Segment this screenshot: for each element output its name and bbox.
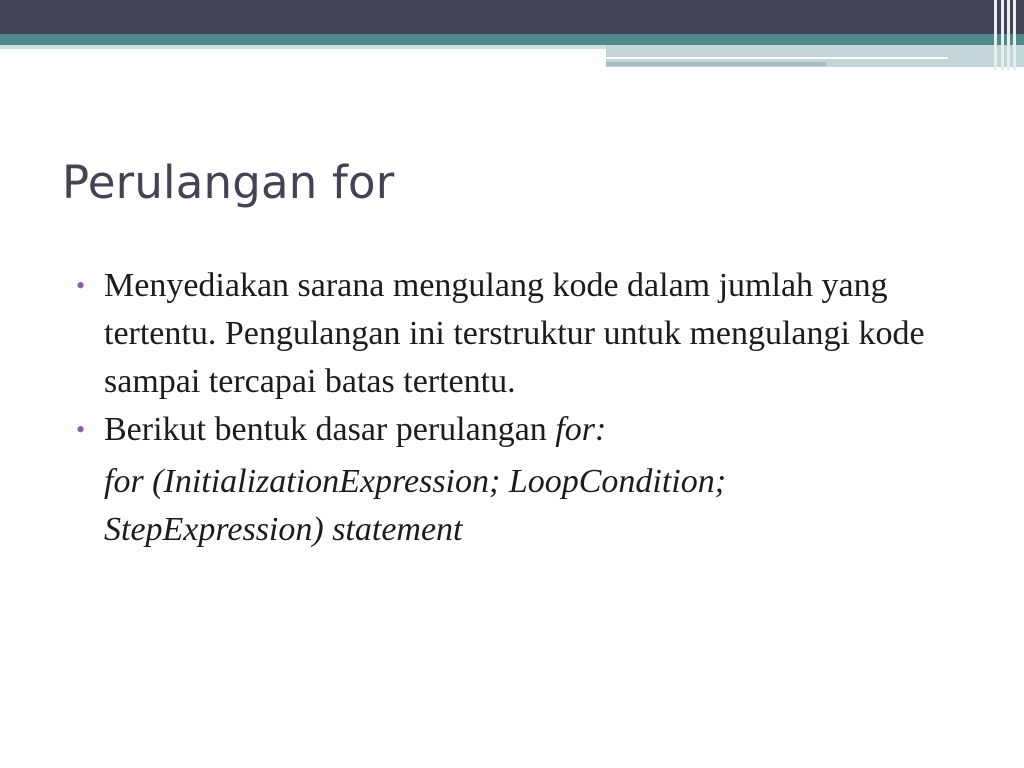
header-stripes-decoration: [990, 0, 1024, 70]
bullet-icon: •: [76, 415, 86, 444]
bullet-item-syntax-intro: [76, 406, 956, 454]
bullet-text: Menyediakan sarana mengulang kode dalam jumlah yang tertentu. Pengulangan ini terstruktur untuk mengulangi kode sampai tercapai batas tertentu.: [104, 267, 925, 400]
header-white-line: [606, 57, 948, 59]
header-band-thin-right: [606, 62, 826, 66]
slide-content: [76, 262, 956, 554]
header-band-dark: [0, 0, 1024, 34]
bullet-text: Berikut bentuk dasar perulangan: [104, 411, 556, 448]
bullet-item-description: [76, 262, 956, 406]
header-band-teal: [0, 34, 1024, 45]
slide-title: Perulangan for: [62, 156, 395, 209]
bullet-list: [76, 262, 956, 454]
for-syntax-block: [76, 458, 956, 554]
syntax-line-1: for (InitializationExpression; LoopCondition;: [104, 463, 727, 500]
bullet-emphasis-text: for:: [555, 411, 607, 448]
syntax-line-2: StepExpression) statement: [104, 511, 463, 548]
bullet-icon: •: [76, 271, 86, 300]
